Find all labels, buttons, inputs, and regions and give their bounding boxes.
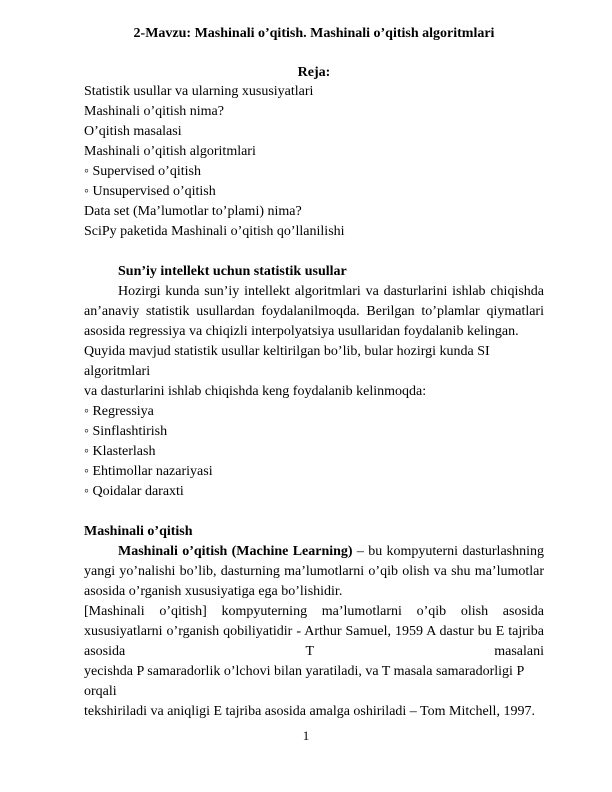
method-item: ◦ Qoidalar daraxti	[84, 484, 184, 499]
plan-item: Data set (Ma’lumotlar to’plami) nima?	[84, 204, 302, 219]
methods-list	[84, 402, 544, 502]
section1-intro-line: Quyida mavjud statistik usullar keltirilgan bo’lib, bular hozirgi kunda SI algoritmlari	[84, 344, 490, 379]
page-title: 2-Mavzu: Mashinali o’qitish. Mashinali o’qitish algoritmlari	[133, 26, 495, 41]
plan-item: SciPy paketida Mashinali o’qitish qo’llanilishi	[84, 224, 345, 239]
section1-intro-line: va dasturlarini ishlab chiqishda keng foydalanib kelinmoqda:	[84, 384, 427, 399]
ml-quote-line: tekshiriladi va aniqligi E tajriba asosida amalga oshiriladi – Tom Mitchell, 1997.	[84, 704, 535, 719]
method-item: ◦ Klasterlash	[84, 444, 156, 459]
plan-item: O’qitish masalasi	[84, 124, 182, 139]
section-heading-ml: Mashinali o’qitish	[84, 524, 193, 539]
ml-term: Mashinali o’qitish (Machine Learning)	[118, 544, 353, 559]
method-item: ◦ Sinflashtirish	[84, 424, 168, 439]
plan-item: Mashinali o’qitish nima?	[84, 104, 224, 119]
ml-definition	[84, 542, 544, 602]
plan-item: ◦ Unsupervised o’qitish	[84, 184, 216, 199]
plan-list	[84, 82, 544, 242]
spacer	[84, 44, 544, 64]
ml-quote-line: yecishda P samaradorlik o’lchovi bilan yaratiladi, va T masala samaradorligi P orqali	[84, 664, 524, 699]
plan-heading: Reja:	[297, 65, 331, 80]
section-heading-statistics: Sun’iy intellekt uchun statistik usullar	[118, 264, 347, 279]
method-item: ◦ Regressiya	[84, 404, 154, 419]
method-item: ◦ Ehtimollar nazariyasi	[84, 464, 213, 479]
document-page	[84, 24, 544, 722]
page-number: 1	[302, 728, 310, 743]
section1-paragraph: Hozirgi kunda sun’iy intellekt algoritmlari va dasturlarini ishlab chiqishda an’anaviy statistik usullardan foydalanilmoqda. Berilgan to’plamlar qiymatlari asosida regressiya va chiqizli interpolyatsiya usullaridan foydalanib kelingan.	[84, 284, 544, 339]
ml-definition-text: – bu kompyuterni dasturlashning yangi yo’nalishi bo’lib, dasturning ma’lumotlarni o’qib olish va shu ma’lumotlar asosida o’rganish xususiyatiga ega bo’lishidir.	[84, 544, 544, 599]
plan-item: Mashinali o’qitish algoritmlari	[84, 144, 256, 159]
ml-quote: [Mashinali o’qitish] kompyuterning ma’lumotlarni o’qib olish asosida xususiyatlarni o’rganish qobiliyatidir - Arthur Samuel, 1959 A dastur bu E tajriba asosida T masalani	[84, 604, 544, 659]
plan-item: Statistik usullar va ularning xususiyatlari	[84, 84, 314, 99]
spacer	[84, 242, 544, 262]
plan-item: ◦ Supervised o’qitish	[84, 164, 201, 179]
spacer	[84, 502, 544, 522]
